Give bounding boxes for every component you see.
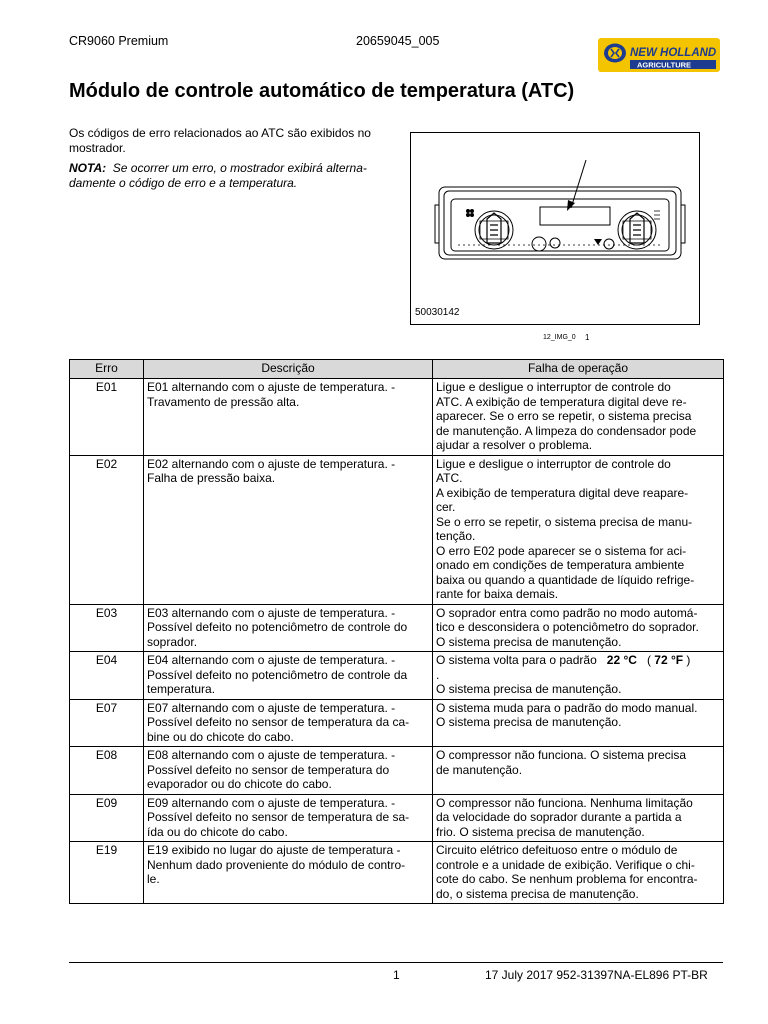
text-line: baixa ou quando a quantidade de líquido refrige- (436, 572, 695, 587)
text-line: E08 alternando com o ajuste de temperatura. - (147, 748, 396, 762)
text-line: ída ou do chicote do cabo. (147, 824, 288, 839)
operation-fault (433, 604, 724, 652)
text-line: E02 alternando com o ajuste de temperatura. - (147, 456, 396, 471)
operation-fault (433, 794, 724, 842)
text-line: O soprador entra como padrão no modo automá- (436, 605, 698, 620)
operation-fault (433, 379, 724, 456)
note-label: NOTA: (69, 161, 107, 175)
text-line: E03 alternando com o ajuste de temperatura. - (147, 605, 396, 620)
text-line: cote do cabo. Se nenhum problema for encontra- (436, 872, 698, 886)
table-row (70, 842, 724, 904)
text-line: E04 alternando com o ajuste de temperatura. - (147, 653, 396, 667)
intro-line: mostrador. (69, 141, 126, 155)
atc-panel-figure (410, 132, 700, 325)
note (69, 161, 399, 191)
text-line: Travamento de pressão alta. (147, 394, 300, 409)
intro-text (69, 126, 399, 191)
text-line: Nenhum dado proveniente do módulo de contro- (147, 857, 406, 872)
text-line: O sistema precisa de manutenção. (436, 634, 622, 649)
operation-fault (433, 455, 724, 604)
text-line: Possível defeito no sensor de temperatura de sa- (147, 810, 410, 824)
header-model: CR9060 Premium (69, 34, 169, 48)
text-line: E01 alternando com o ajuste de temperatura. - (147, 380, 396, 394)
page-title: Módulo de controle automático de temperatura (ATC) (69, 80, 575, 102)
text-line: de manutenção. A limpeza do condensador pode (436, 423, 697, 438)
error-description (144, 455, 433, 604)
table-row (70, 794, 724, 842)
text-line: Se o erro se repetir, o sistema precisa de manu- (436, 514, 693, 529)
intro-line: Os códigos de erro relacionados ao ATC são exibidos no (69, 126, 371, 140)
text-line: Ligue e desligue o interruptor de controle do (436, 380, 671, 394)
table-row (70, 455, 724, 604)
text-line: tico e desconsidera o potenciômetro do soprador. (436, 620, 699, 634)
error-code: E07 (70, 699, 144, 747)
text-line: cer. (436, 500, 456, 514)
text-line: O compressor não funciona. O sistema precisa (436, 748, 687, 762)
text-line: Possível defeito no sensor de temperatura do (147, 762, 390, 777)
new-holland-logo (598, 38, 720, 72)
note-line: damente o código de erro e a temperatura. (69, 176, 298, 190)
text-line: da velocidade do soprador durante a partida a (436, 810, 682, 824)
column-header-operation-fault: Falha de operação (433, 360, 724, 379)
text-line: bine ou do chicote do cabo. (147, 729, 294, 744)
text-line: Possível defeito no potenciômetro de controle do (147, 620, 408, 634)
figure-number: 1 (585, 333, 590, 342)
text-line: Possível defeito no potenciômetro de controle da (147, 667, 408, 682)
text-line: Possível defeito no sensor de temperatura da ca- (147, 715, 410, 729)
error-description (144, 747, 433, 795)
text-line: ATC. A exibição de temperatura digital deve re- (436, 394, 687, 409)
svg-text:NEW HOLLAND: NEW HOLLAND (630, 47, 717, 59)
column-header-error: Erro (70, 360, 144, 379)
error-description (144, 379, 433, 456)
error-description (144, 604, 433, 652)
note-line: Se ocorrer um erro, o mostrador exibirá alterna- (112, 161, 367, 175)
table-row (70, 652, 724, 700)
text-line: O sistema precisa de manutenção. (436, 715, 622, 729)
error-description (144, 699, 433, 747)
figure-code: 50030142 (415, 307, 460, 318)
operation-fault (433, 652, 724, 700)
error-code: E19 (70, 842, 144, 904)
svg-text:AGRICULTURE: AGRICULTURE (637, 60, 692, 70)
text-line: ATC. (436, 471, 463, 485)
text-line: rante for baixa demais. (436, 587, 559, 601)
error-code-table (69, 359, 724, 904)
text-line: O sistema muda para o padrão do modo manual. (436, 700, 698, 715)
text-line: Ligue e desligue o interruptor de controle do (436, 456, 671, 471)
error-description (144, 652, 433, 700)
header-doc-code: 20659045_005 (356, 34, 440, 48)
footer-page-number: 1 (393, 968, 400, 982)
footer-divider (69, 962, 723, 963)
text-line: . (436, 667, 440, 682)
text-line: le. (147, 872, 160, 886)
table-row (70, 699, 724, 747)
text-line: O sistema volta para o padrão 22 °C ( 72 °F ) (436, 653, 691, 667)
text-line: tenção. (436, 529, 476, 543)
error-description (144, 842, 433, 904)
fault-prefix: O sistema volta para o padrão (436, 653, 597, 667)
text-line: ajudar a resolver o problema. (436, 438, 593, 452)
operation-fault (433, 842, 724, 904)
table-row (70, 747, 724, 795)
text-line: temperatura. (147, 682, 216, 696)
text-line: E19 exibido no lugar do ajuste de temperatura - (147, 843, 401, 857)
text-line: onado em condições de temperatura ambiente (436, 558, 685, 572)
figure-caption: 12_IMG_0 (543, 334, 576, 341)
text-line: do, o sistema precisa de manutenção. (436, 886, 639, 901)
table-row (70, 379, 724, 456)
text-line: evaporador ou do chicote do cabo. (147, 777, 332, 791)
column-header-description: Descrição (144, 360, 433, 379)
atc-panel-drawing (411, 133, 699, 324)
text-line: O erro E02 pode aparecer se o sistema for aci- (436, 543, 687, 558)
error-code: E09 (70, 794, 144, 842)
error-code: E03 (70, 604, 144, 652)
text-line: controle e a unidade de exibição. Verifique o chi- (436, 857, 695, 872)
table-row (70, 604, 724, 652)
text-line: Falha de pressão baixa. (147, 471, 276, 485)
text-line: Circuito elétrico defeituoso entre o módulo de (436, 843, 678, 857)
temperature-celsius: 22 °C (606, 653, 637, 667)
error-code: E01 (70, 379, 144, 456)
error-code: E04 (70, 652, 144, 700)
text-line: E07 alternando com o ajuste de temperatura. - (147, 700, 396, 715)
error-code: E08 (70, 747, 144, 795)
text-line: A exibição de temperatura digital deve reapare- (436, 485, 689, 500)
text-line: soprador. (147, 634, 198, 649)
text-line: O sistema precisa de manutenção. (436, 682, 622, 696)
text-line: O compressor não funciona. Nenhuma limitação (436, 795, 693, 810)
table-header-row (70, 360, 724, 379)
text-line: aparecer. Se o erro se repetir, o sistema precisa (436, 409, 692, 423)
text-line: frio. O sistema precisa de manutenção. (436, 824, 645, 839)
operation-fault (433, 699, 724, 747)
error-code: E02 (70, 455, 144, 604)
operation-fault (433, 747, 724, 795)
text-line: de manutenção. (436, 762, 523, 777)
temperature-fahrenheit: 72 °F (654, 653, 684, 667)
text-line: E09 alternando com o ajuste de temperatura. - (147, 795, 396, 810)
error-description (144, 794, 433, 842)
footer-reference: 17 July 2017 952-31397NA-EL896 PT-BR (485, 968, 708, 982)
